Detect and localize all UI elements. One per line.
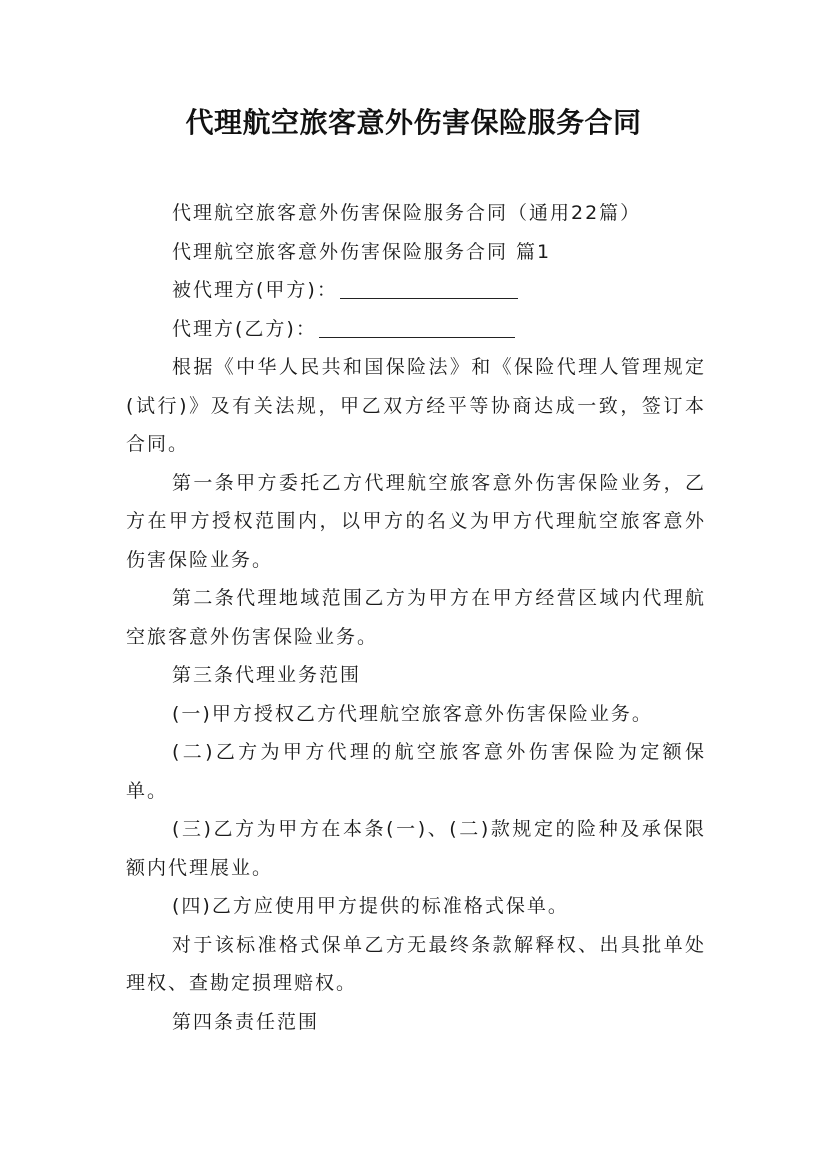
paragraph-section-heading: 代理航空旅客意外伤害保险服务合同 篇1 (172, 240, 552, 263)
paragraph-article-3-item-3: (三)乙方为甲方在本条(一)、(二)款规定的险种及承保限额内代理展业。 (126, 818, 706, 879)
party-a-label: 被代理方(甲方)： (172, 279, 338, 301)
paragraph-subtitle: 代理航空旅客意外伤害保险服务合同（通用22篇） (172, 202, 642, 224)
paragraph-standard-policy-note: 对于该标准格式保单乙方无最终条款解释权、出具批单处理权、查勘定损理赔权。 (126, 933, 706, 994)
party-a-line (126, 271, 706, 310)
paragraph-article-2: 第二条代理地域范围乙方为甲方在甲方经营区域内代理航空旅客意外伤害保险业务。 (126, 587, 706, 648)
paragraph-article-3-item-2: (二)乙方为甲方代理的航空旅客意外伤害保险为定额保单。 (126, 741, 706, 802)
paragraph-article-3-item-4: (四)乙方应使用甲方提供的标准格式保单。 (172, 895, 569, 917)
party-b-line (126, 310, 706, 349)
party-b-blank (319, 315, 515, 338)
paragraph-article-3-heading: 第三条代理业务范围 (172, 664, 362, 686)
party-b-label: 代理方(乙方)： (172, 317, 317, 340)
paragraph-article-1: 第一条甲方委托乙方代理航空旅客意外伤害保险业务，乙方在甲方授权范围内，以甲方的名义为甲方代理航空旅客意外伤害保险业务。 (126, 471, 706, 571)
paragraph-preamble: 根据《中华人民共和国保险法》和《保险代理人管理规定(试行)》及有关法规，甲乙双方经平等协商达成一致，签订本合同。 (126, 356, 706, 455)
paragraph-article-3-item-1: (一)甲方授权乙方代理航空旅客意外伤害保险业务。 (172, 702, 653, 725)
document-body (126, 194, 706, 1041)
paragraph-article-4-heading: 第四条责任范围 (172, 1010, 320, 1033)
party-a-blank (340, 276, 518, 299)
document-title: 代理航空旅客意外伤害保险服务合同 (185, 106, 642, 139)
